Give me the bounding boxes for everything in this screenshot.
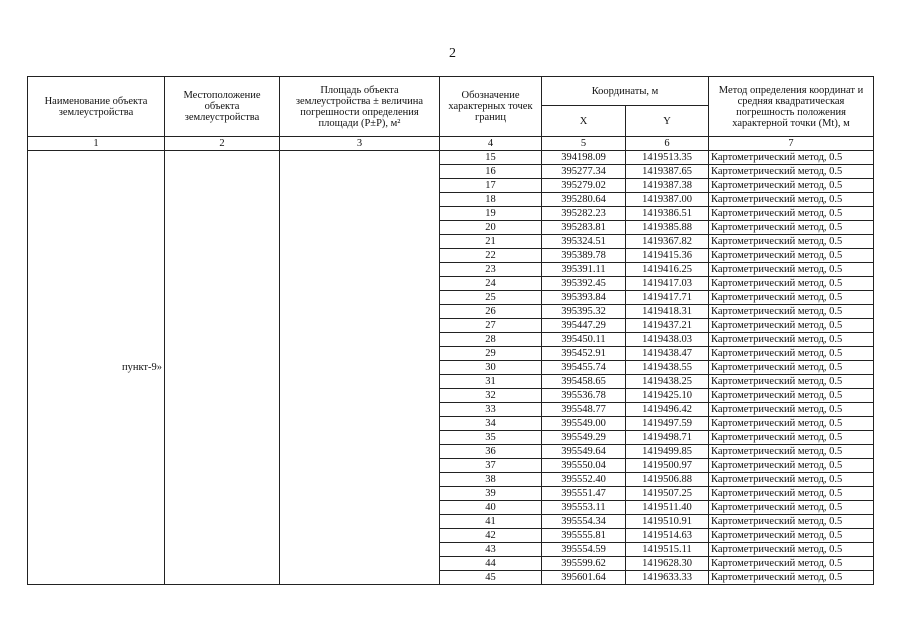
x-coordinate-cell: 395391.11 bbox=[542, 263, 626, 277]
point-cell: 43 bbox=[440, 543, 542, 557]
method-cell: Картометрический метод, 0.5 bbox=[709, 165, 874, 179]
column-number: 2 bbox=[165, 137, 280, 151]
x-coordinate-cell: 395549.29 bbox=[542, 431, 626, 445]
y-coordinate-cell: 1419387.65 bbox=[626, 165, 709, 179]
header-method: Метод определения координат и средняя квадратическая погрешность положения характерной точки (Mt), м bbox=[709, 77, 874, 137]
x-coordinate-cell: 395283.81 bbox=[542, 221, 626, 235]
x-coordinate-cell: 395554.34 bbox=[542, 515, 626, 529]
point-cell: 31 bbox=[440, 375, 542, 389]
method-cell: Картометрический метод, 0.5 bbox=[709, 277, 874, 291]
point-cell: 29 bbox=[440, 347, 542, 361]
y-coordinate-cell: 1419418.31 bbox=[626, 305, 709, 319]
point-cell: 27 bbox=[440, 319, 542, 333]
table-body bbox=[28, 151, 874, 585]
method-cell: Картометрический метод, 0.5 bbox=[709, 333, 874, 347]
x-coordinate-cell: 395550.04 bbox=[542, 459, 626, 473]
y-coordinate-cell: 1419367.82 bbox=[626, 235, 709, 249]
x-coordinate-cell: 395450.11 bbox=[542, 333, 626, 347]
point-cell: 36 bbox=[440, 445, 542, 459]
method-cell: Картометрический метод, 0.5 bbox=[709, 249, 874, 263]
y-coordinate-cell: 1419385.88 bbox=[626, 221, 709, 235]
point-cell: 23 bbox=[440, 263, 542, 277]
y-coordinate-cell: 1419386.51 bbox=[626, 207, 709, 221]
point-cell: 40 bbox=[440, 501, 542, 515]
y-coordinate-cell: 1419425.10 bbox=[626, 389, 709, 403]
header-point-designation: Обозначение характерных точек границ bbox=[440, 77, 542, 137]
x-coordinate-cell: 395555.81 bbox=[542, 529, 626, 543]
x-coordinate-cell: 395277.34 bbox=[542, 165, 626, 179]
method-cell: Картометрический метод, 0.5 bbox=[709, 557, 874, 571]
column-number: 6 bbox=[626, 137, 709, 151]
x-coordinate-cell: 394198.09 bbox=[542, 151, 626, 165]
method-cell: Картометрический метод, 0.5 bbox=[709, 487, 874, 501]
header-object-name: Наименование объекта землеустройства bbox=[28, 77, 165, 137]
method-cell: Картометрический метод, 0.5 bbox=[709, 221, 874, 235]
point-cell: 17 bbox=[440, 179, 542, 193]
point-cell: 32 bbox=[440, 389, 542, 403]
y-coordinate-cell: 1419417.71 bbox=[626, 291, 709, 305]
method-cell: Картометрический метод, 0.5 bbox=[709, 543, 874, 557]
point-cell: 21 bbox=[440, 235, 542, 249]
x-coordinate-cell: 395548.77 bbox=[542, 403, 626, 417]
point-cell: 41 bbox=[440, 515, 542, 529]
x-coordinate-cell: 395324.51 bbox=[542, 235, 626, 249]
point-cell: 24 bbox=[440, 277, 542, 291]
x-coordinate-cell: 395458.65 bbox=[542, 375, 626, 389]
y-coordinate-cell: 1419417.03 bbox=[626, 277, 709, 291]
x-coordinate-cell: 395549.00 bbox=[542, 417, 626, 431]
y-coordinate-cell: 1419438.47 bbox=[626, 347, 709, 361]
header-area: Площадь объекта землеустройства ± величина погрешности определения площади (P±P), м² bbox=[280, 77, 440, 137]
point-cell: 42 bbox=[440, 529, 542, 543]
header-coordinates: Координаты, м bbox=[542, 77, 709, 106]
y-coordinate-cell: 1419437.21 bbox=[626, 319, 709, 333]
point-cell: 18 bbox=[440, 193, 542, 207]
method-cell: Картометрический метод, 0.5 bbox=[709, 207, 874, 221]
column-number: 3 bbox=[280, 137, 440, 151]
x-coordinate-cell: 395599.62 bbox=[542, 557, 626, 571]
method-cell: Картометрический метод, 0.5 bbox=[709, 529, 874, 543]
y-coordinate-cell: 1419438.55 bbox=[626, 361, 709, 375]
method-cell: Картометрический метод, 0.5 bbox=[709, 263, 874, 277]
location-cell bbox=[165, 151, 280, 585]
method-cell: Картометрический метод, 0.5 bbox=[709, 361, 874, 375]
column-number: 1 bbox=[28, 137, 165, 151]
x-coordinate-cell: 395551.47 bbox=[542, 487, 626, 501]
method-cell: Картометрический метод, 0.5 bbox=[709, 193, 874, 207]
method-cell: Картометрический метод, 0.5 bbox=[709, 305, 874, 319]
y-coordinate-cell: 1419498.71 bbox=[626, 431, 709, 445]
point-cell: 20 bbox=[440, 221, 542, 235]
method-cell: Картометрический метод, 0.5 bbox=[709, 501, 874, 515]
x-coordinate-cell: 395549.64 bbox=[542, 445, 626, 459]
y-coordinate-cell: 1419513.35 bbox=[626, 151, 709, 165]
y-coordinate-cell: 1419511.40 bbox=[626, 501, 709, 515]
method-cell: Картометрический метод, 0.5 bbox=[709, 179, 874, 193]
header-location: Местоположение объекта землеустройства bbox=[165, 77, 280, 137]
x-coordinate-cell: 395282.23 bbox=[542, 207, 626, 221]
method-cell: Картометрический метод, 0.5 bbox=[709, 403, 874, 417]
object-name-cell: пункт-9» bbox=[28, 151, 165, 585]
area-cell bbox=[280, 151, 440, 585]
x-coordinate-cell: 395536.78 bbox=[542, 389, 626, 403]
x-coordinate-cell: 395554.59 bbox=[542, 543, 626, 557]
x-coordinate-cell: 395552.40 bbox=[542, 473, 626, 487]
method-cell: Картометрический метод, 0.5 bbox=[709, 571, 874, 585]
method-cell: Картометрический метод, 0.5 bbox=[709, 319, 874, 333]
method-cell: Картометрический метод, 0.5 bbox=[709, 445, 874, 459]
x-coordinate-cell: 395447.29 bbox=[542, 319, 626, 333]
method-cell: Картометрический метод, 0.5 bbox=[709, 375, 874, 389]
point-cell: 34 bbox=[440, 417, 542, 431]
point-cell: 39 bbox=[440, 487, 542, 501]
method-cell: Картометрический метод, 0.5 bbox=[709, 417, 874, 431]
method-cell: Картометрический метод, 0.5 bbox=[709, 347, 874, 361]
y-coordinate-cell: 1419387.00 bbox=[626, 193, 709, 207]
y-coordinate-cell: 1419500.97 bbox=[626, 459, 709, 473]
point-cell: 15 bbox=[440, 151, 542, 165]
point-cell: 37 bbox=[440, 459, 542, 473]
x-coordinate-cell: 395452.91 bbox=[542, 347, 626, 361]
page-number: 2 bbox=[449, 46, 456, 61]
header-x: X bbox=[542, 106, 626, 137]
method-cell: Картометрический метод, 0.5 bbox=[709, 389, 874, 403]
method-cell: Картометрический метод, 0.5 bbox=[709, 291, 874, 305]
y-coordinate-cell: 1419438.03 bbox=[626, 333, 709, 347]
column-number: 5 bbox=[542, 137, 626, 151]
y-coordinate-cell: 1419416.25 bbox=[626, 263, 709, 277]
method-cell: Картометрический метод, 0.5 bbox=[709, 235, 874, 249]
point-cell: 35 bbox=[440, 431, 542, 445]
y-coordinate-cell: 1419514.63 bbox=[626, 529, 709, 543]
y-coordinate-cell: 1419497.59 bbox=[626, 417, 709, 431]
y-coordinate-cell: 1419499.85 bbox=[626, 445, 709, 459]
point-cell: 44 bbox=[440, 557, 542, 571]
method-cell: Картометрический метод, 0.5 bbox=[709, 431, 874, 445]
point-cell: 16 bbox=[440, 165, 542, 179]
method-cell: Картометрический метод, 0.5 bbox=[709, 459, 874, 473]
method-cell: Картометрический метод, 0.5 bbox=[709, 151, 874, 165]
x-coordinate-cell: 395601.64 bbox=[542, 571, 626, 585]
y-coordinate-cell: 1419510.91 bbox=[626, 515, 709, 529]
column-number: 7 bbox=[709, 137, 874, 151]
y-coordinate-cell: 1419633.33 bbox=[626, 571, 709, 585]
x-coordinate-cell: 395553.11 bbox=[542, 501, 626, 515]
point-cell: 26 bbox=[440, 305, 542, 319]
column-number: 4 bbox=[440, 137, 542, 151]
coordinates-table bbox=[27, 76, 874, 585]
x-coordinate-cell: 395393.84 bbox=[542, 291, 626, 305]
x-coordinate-cell: 395395.32 bbox=[542, 305, 626, 319]
point-cell: 45 bbox=[440, 571, 542, 585]
point-cell: 30 bbox=[440, 361, 542, 375]
y-coordinate-cell: 1419506.88 bbox=[626, 473, 709, 487]
point-cell: 25 bbox=[440, 291, 542, 305]
x-coordinate-cell: 395392.45 bbox=[542, 277, 626, 291]
y-coordinate-cell: 1419387.38 bbox=[626, 179, 709, 193]
y-coordinate-cell: 1419628.30 bbox=[626, 557, 709, 571]
y-coordinate-cell: 1419507.25 bbox=[626, 487, 709, 501]
method-cell: Картометрический метод, 0.5 bbox=[709, 473, 874, 487]
y-coordinate-cell: 1419438.25 bbox=[626, 375, 709, 389]
y-coordinate-cell: 1419415.36 bbox=[626, 249, 709, 263]
x-coordinate-cell: 395455.74 bbox=[542, 361, 626, 375]
point-cell: 33 bbox=[440, 403, 542, 417]
point-cell: 28 bbox=[440, 333, 542, 347]
x-coordinate-cell: 395279.02 bbox=[542, 179, 626, 193]
point-cell: 38 bbox=[440, 473, 542, 487]
y-coordinate-cell: 1419496.42 bbox=[626, 403, 709, 417]
y-coordinate-cell: 1419515.11 bbox=[626, 543, 709, 557]
x-coordinate-cell: 395280.64 bbox=[542, 193, 626, 207]
x-coordinate-cell: 395389.78 bbox=[542, 249, 626, 263]
point-cell: 22 bbox=[440, 249, 542, 263]
header-y: Y bbox=[626, 106, 709, 137]
table-row bbox=[28, 151, 874, 165]
method-cell: Картометрический метод, 0.5 bbox=[709, 515, 874, 529]
point-cell: 19 bbox=[440, 207, 542, 221]
